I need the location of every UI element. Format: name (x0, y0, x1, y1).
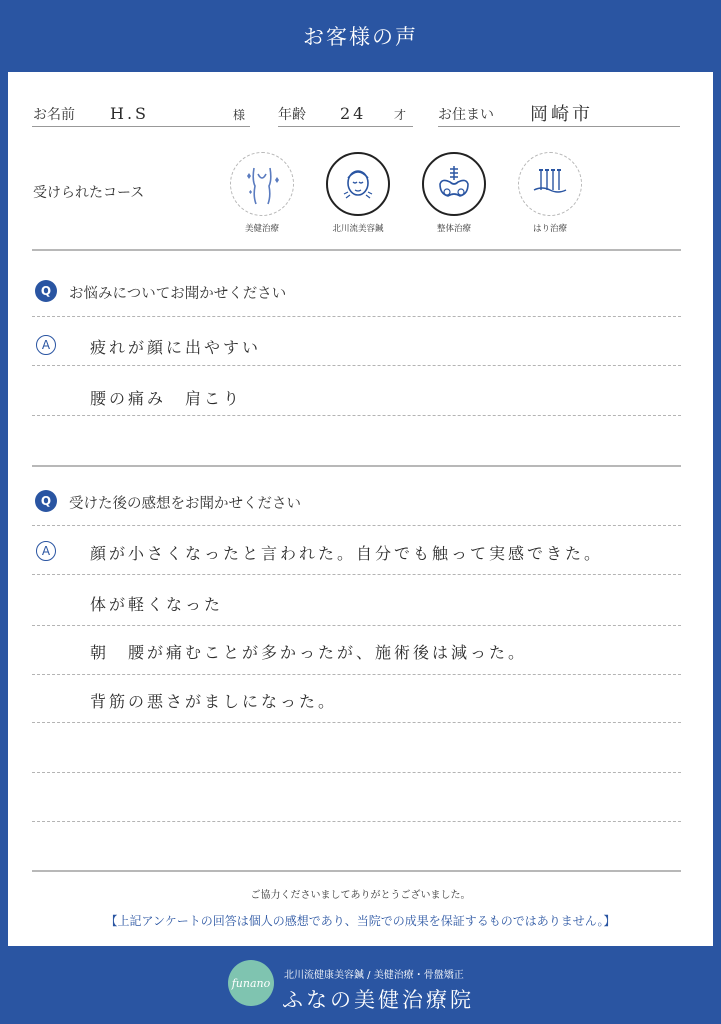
ruled-line (32, 574, 681, 575)
answer-1-line-2: 腰の痛み 肩こり (90, 389, 243, 408)
name-suffix: 様 (233, 108, 246, 122)
section-divider (32, 249, 681, 251)
course-caption: はり治療 (532, 224, 567, 234)
section-divider (32, 870, 681, 872)
course-circle (230, 152, 294, 216)
section-divider (32, 465, 681, 467)
answer-2-line-1: 顔が小さくなったと言われた。自分でも触って実感できた。 (90, 544, 604, 563)
footer-bar (0, 946, 721, 1024)
pelvis-icon (432, 162, 476, 206)
answer-2-line-2: 体が軽くなった (90, 595, 224, 614)
course-circle (518, 152, 582, 216)
answer-badge: A (36, 335, 56, 355)
courses-label: 受けられたコース (33, 185, 145, 201)
page-title: お客様の声 (303, 25, 418, 49)
ruled-line (32, 821, 681, 822)
ruled-line (32, 722, 681, 723)
ruled-line (32, 365, 681, 366)
course-biken (227, 152, 297, 234)
name-value: H.S (110, 104, 149, 123)
face-icon (336, 162, 380, 206)
course-beauty-acupuncture (323, 152, 393, 234)
course-seitai (419, 152, 489, 234)
name-underline (32, 126, 250, 127)
course-caption: 整体治療 (436, 224, 471, 234)
ruled-line (32, 525, 681, 526)
ruled-line (32, 674, 681, 675)
ruled-line (32, 772, 681, 773)
answer-badge: A (36, 541, 56, 561)
name-label: お名前 (33, 107, 75, 123)
logo-text: funano (231, 976, 271, 990)
survey-sheet (0, 72, 721, 946)
question-badge: Q (35, 280, 57, 302)
age-underline (278, 126, 413, 127)
thanks-message: ご協力くださいましてありがとうございました。 (250, 890, 471, 901)
answer-2-line-3: 朝 腰が痛むことが多かったが、施術後は減った。 (90, 643, 528, 662)
age-suffix: 才 (394, 108, 407, 122)
ruled-line (32, 316, 681, 317)
course-caption: 北川流美容鍼 (332, 224, 384, 234)
disclaimer: 【上記アンケートの回答は個人の感想であり、当院での成果を保証するものではありません。】 (105, 914, 616, 928)
question-2-text: 受けた後の感想をお聞かせください (69, 496, 301, 512)
question-1-text: お悩みについてお聞かせください (69, 286, 287, 302)
course-circle (326, 152, 390, 216)
course-caption: 美健治療 (244, 224, 279, 234)
address-underline (438, 126, 680, 127)
header-bar (0, 0, 721, 72)
ruled-line (32, 625, 681, 626)
clinic-name: ふなの美健治療院 (282, 988, 474, 1012)
age-value: 24 (340, 104, 367, 123)
course-circle (422, 152, 486, 216)
answer-1-line-1: 疲れが顔に出やすい (90, 338, 262, 357)
age-label: 年齢 (278, 107, 306, 123)
clinic-subtitle: 北川流健康美容鍼 / 美健治療・骨盤矯正 (284, 970, 464, 981)
clinic-logo (228, 960, 274, 1006)
needle-icon (528, 162, 572, 206)
body-icon (240, 162, 284, 206)
question-badge: Q (35, 490, 57, 512)
address-value: 岡崎市 (530, 104, 593, 125)
course-hari (515, 152, 585, 234)
address-label: お住まい (438, 107, 494, 123)
ruled-line (32, 415, 681, 416)
answer-2-line-4: 背筋の悪さがましになった。 (90, 692, 338, 711)
